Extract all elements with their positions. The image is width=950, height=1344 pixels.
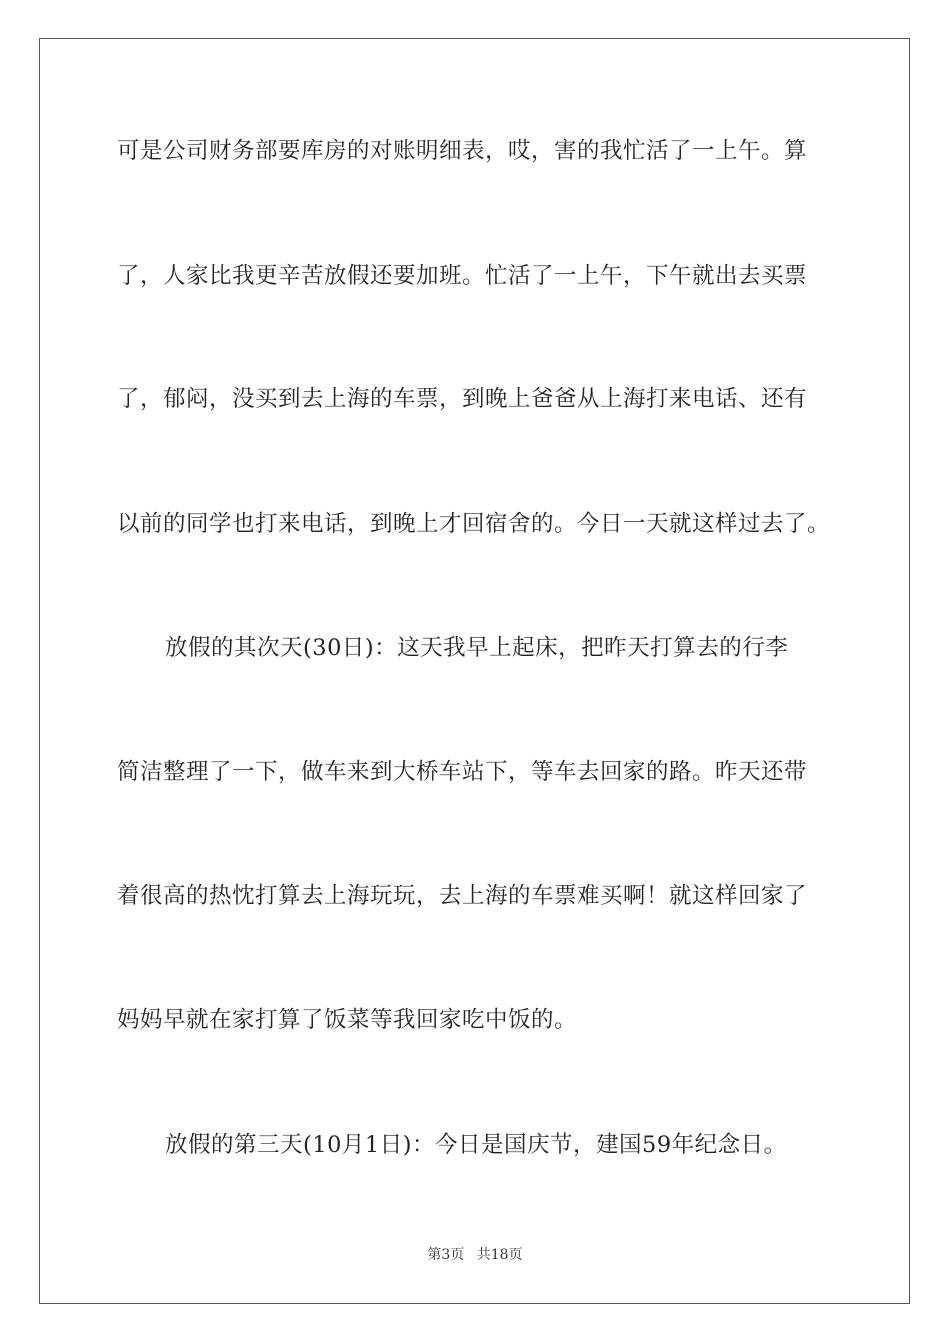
text-line-7: 着很高的热忱打算去上海玩玩，去上海的车票难买啊！就这样回家了 <box>117 883 808 909</box>
text-line-6: 简洁整理了一下，做车来到大桥车站下，等车去回家的路。昨天还带 <box>117 759 808 785</box>
text-line-3: 了，郁闷，没买到去上海的车票，到晚上爸爸从上海打来电话、还有 <box>117 386 808 412</box>
page-footer <box>0 1245 950 1265</box>
text-line-8: 妈妈早就在家打算了饭菜等我回家吃中饭的。 <box>117 1007 578 1033</box>
page-number: 第3页 <box>427 1247 465 1263</box>
paragraph-start-line-9: 放假的第三天(10月1日)：今日是国庆节，建国59年纪念日。 <box>165 1132 787 1158</box>
page-border <box>39 38 910 1304</box>
text-line-4: 以前的同学也打来电话，到晚上才回宿舍的。今日一天就这样过去了。 <box>117 511 831 537</box>
text-line-1: 可是公司财务部要库房的对账明细表，哎，害的我忙活了一上午。算 <box>117 138 808 164</box>
total-pages: 共18页 <box>476 1247 523 1263</box>
text-line-2: 了，人家比我更辛苦放假还要加班。忙活了一上午，下午就出去买票 <box>117 263 808 289</box>
paragraph-start-line-5: 放假的其次天(30日)：这天我早上起床，把昨天打算去的行李 <box>165 635 789 661</box>
